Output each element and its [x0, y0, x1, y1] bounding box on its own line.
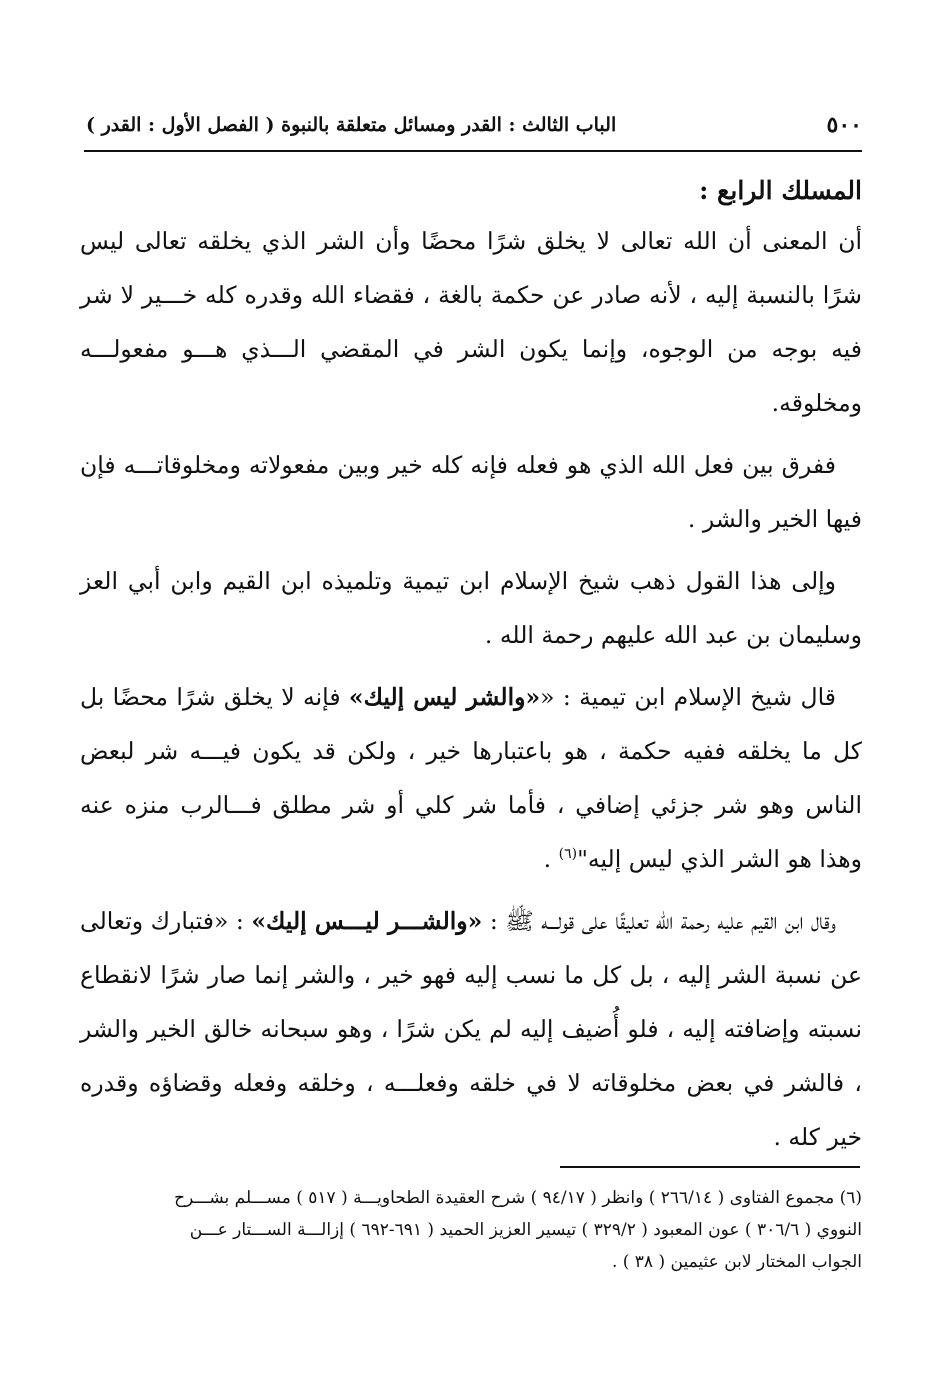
paragraph-5 — [80, 894, 862, 1164]
paragraph-5-quote: «والشـــر ليـــس إليك» — [251, 907, 483, 935]
paragraph-3: وإلى هذا القول ذهب شيخ الإسلام ابن تيمية وتلميذه ابن القيم وابن أبي العز وسليمان بن عبد الله عليهم رحمة الله . — [80, 567, 862, 649]
page-number: ٥٠٠ — [826, 112, 862, 138]
paragraph-2: ففرق بين فعل الله الذي هو فعله فإنه كله خير وبين مفعولاته ومخلوقاتـــه فإن فيها الخير والشر . — [80, 451, 862, 533]
footnote-line-3: الجواب المختار لابن عثيمين ( ٣٨ ) . — [611, 1252, 862, 1272]
page-header — [84, 108, 862, 148]
footnotes — [80, 1182, 862, 1278]
paragraph-4-intro: قال شيخ الإسلام ابن تيمية : « — [540, 683, 836, 711]
running-title: الباب الثالث : القدر ومسائل متعلقة بالنبوة ( الفصل الأول : القدر ) — [86, 114, 617, 136]
footnote-ref-6[interactable]: (٦) — [558, 846, 578, 863]
section-heading: المسلك الرابع : — [699, 176, 862, 205]
paragraph-4-quote: «والشر ليس إليك» — [348, 683, 541, 711]
footnote-line-2: النووي ( ٣٠٦/٦ ) عون المعبود ( ٣٢٩/٢ ) تيسير العزيز الحميد ( ٦٩١-٦٩٢ ) إزالـــة الســـتار عـــن — [189, 1220, 862, 1240]
paragraph-4-end: . — [543, 845, 559, 873]
paragraph-5-rest: : «فتبارك وتعالى عن نسبة الشر إليه ، بل كل ما نسب إليه فهو خير ، والشر إنما صار شرًا لانقطاع نسبته وإضافته إليه ، فلو أُضيف إليه لم يكن شرًا ، وهو سبحانه خالق الخير والشر ، فالشر في بعض مخلوقاته لا في خلقه وفعلـــه ، وخلقه وفعله وقضاؤه وقدره خير كله . — [80, 907, 862, 1151]
header-rule — [84, 150, 862, 152]
paragraph-4 — [80, 670, 862, 886]
paragraph-4-rest: فإنه لا يخلق شرًا محضًا بل كل ما يخلقه ففيه حكمة ، هو باعتبارها خير ، ولكن قد يكون فيـــه شر لبعض الناس وهو شر جزئي إضافي ، فأما شر كلي أو شر مطلق فـــالرب منزه عنه وهذا هو الشر الذي ليس إليه" — [80, 683, 862, 873]
main-text — [80, 168, 862, 1164]
footnote-rule — [560, 1166, 860, 1168]
paragraph-5-intro: وقال ابن القيم عليه رحمة الله تعليقًا على قولـــه ﷺ : — [482, 907, 837, 935]
footnote-line-1: (٦) مجموع الفتاوى ( ٢٦٦/١٤ ) وانظر ( ٩٤/١٧ ) شرح العقيدة الطحاويـــة ( ٥١٧ ) مســـلم بشـــرح — [174, 1188, 862, 1208]
paragraph-1: أن المعنى أن الله تعالى لا يخلق شرًا محضًا وأن الشر الذي يخلقه تعالى ليس شرًا بالنسبة إليه ، لأنه صادر عن حكمة بالغة ، فقضاء الله وقدره كله خـــير لا شر فيه بوجه من الوجوه، وإنما يكون الشر في المقضي الـــذي هـــو مفعولـــه ومخلوقه. — [80, 227, 862, 417]
